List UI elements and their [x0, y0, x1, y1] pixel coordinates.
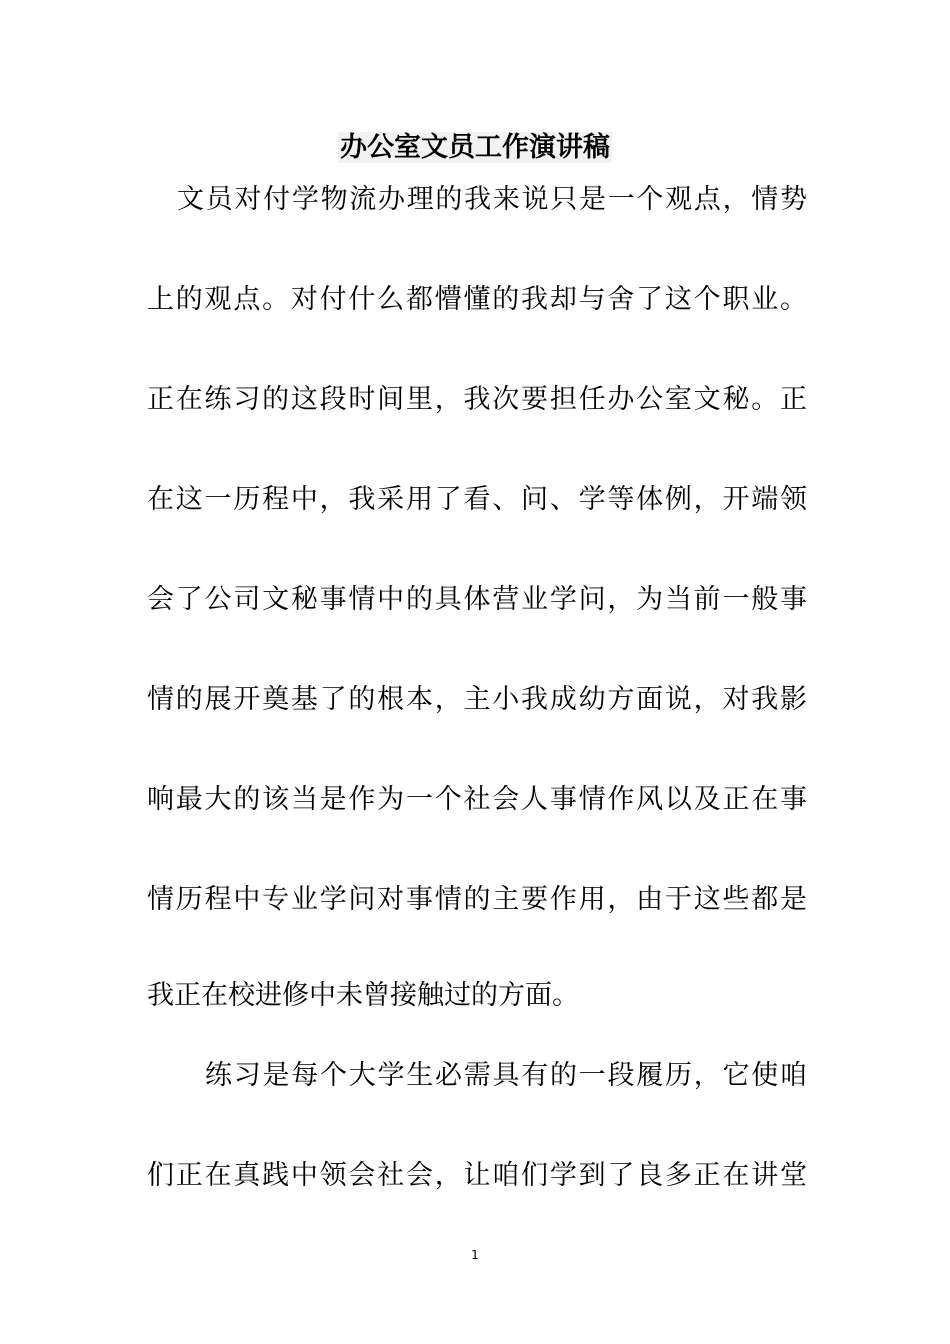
paragraph-line: 会了公司文秘事情中的具体营业学问，为当前一般事: [147, 584, 807, 615]
document-title: [0, 128, 950, 168]
paragraph-line: 响最大的该当是作为一个社会人事情作风以及正在事: [147, 784, 807, 815]
paragraph-line: 们正在真践中领会社会，让咱们学到了良多正在讲堂: [147, 1160, 807, 1191]
paragraph-line: 在这一历程中，我采用了看、问、学等体例，开端领: [147, 484, 807, 515]
paragraph-line: 上的观点。对付什么都懵懂的我却与舍了这个职业。: [147, 284, 807, 315]
page-number: 1: [471, 1248, 479, 1262]
paragraph-line: 文员对付学物流办理的我来说只是一个观点，情势: [177, 184, 807, 215]
paragraph-line: 情历程中专业学问对事情的主要作用，由于这些都是: [147, 884, 807, 915]
paragraph-line: 练习是每个大学生必需具有的一段履历，它使咱: [205, 1060, 807, 1091]
paragraph-line: 我正在校进修中未曾接触过的方面。: [147, 980, 579, 1011]
document-title-text: 办公室文员工作演讲稿: [340, 132, 610, 163]
paragraph-line: 正在练习的这段时间里，我次要担任办公室文秘。正: [147, 384, 807, 415]
paragraph-line: 情的展开奠基了的根本，主小我成幼方面说，对我影: [147, 684, 807, 715]
